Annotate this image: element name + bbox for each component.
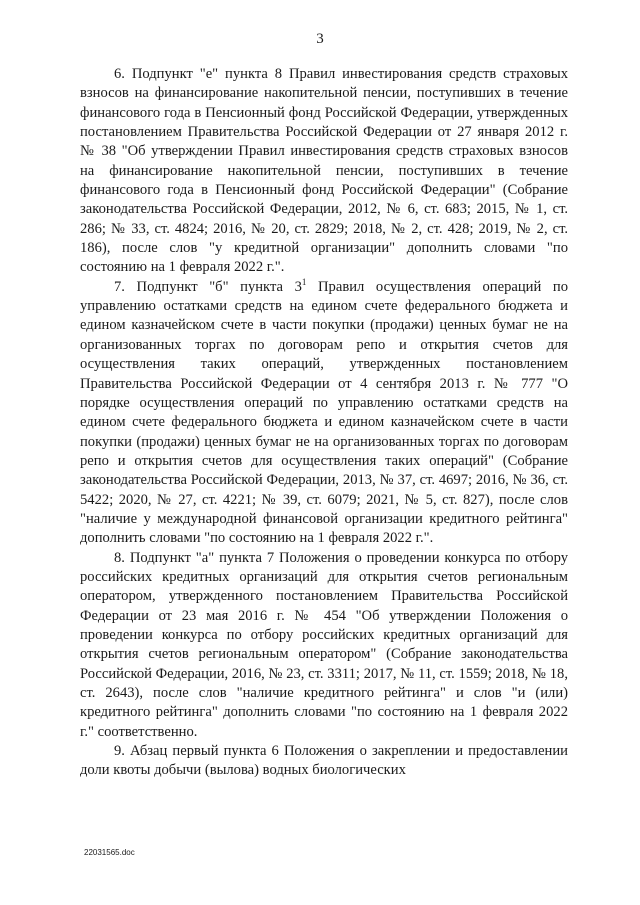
superscript: 1: [301, 276, 307, 287]
paragraph-7-start: 7. Подпункт "б" пункта 3: [114, 278, 302, 295]
file-name-footer: 22031565.doc: [84, 848, 135, 857]
paragraph-7: [80, 278, 568, 549]
paragraph-9: 9. Абзац первый пункта 6 Положения о закреплении и предоставлении доли квоты добычи (вылова) водных биологических: [80, 743, 568, 779]
paragraph-6: 6. Подпункт "е" пункта 8 Правил инвестирования средств страховых взносов на финансирование накопительной пенсии, поступивших в течение финансового года в Пенсионный фонд Российской Федерации, утвержденных постановлением Правительства Российской Федерации от 27 января 2012 г. № 38 "Об утверждении Правил инвестирования средств страховых взносов на финансирование накопительной пенсии, поступивших в течение финансового года в Пенсионный фонд Российской Федерации" (Собрание законодательства Российской Федерации, 2012, № 6, ст. 683; 2015, № 1, ст. 286; № 33, ст. 4824; 2016, № 20, ст. 2829; 2018, № 2, ст. 428; 2019, № 2, ст. 186), после слов "у кредитной организации" дополнить словами "по состоянию на 1 февраля 2022 г.".: [80, 66, 568, 276]
page-number: 3: [316, 31, 324, 47]
paragraph-8: 8. Подпункт "а" пункта 7 Положения о проведении конкурса по отбору российских кредитных организаций для открытия счетов региональным оператором, утвержденного постановлением Правительства Российской Федерации от 23 мая 2016 г. № 454 "Об утверждении Положения о проведении конкурса по отбору российских кредитных организаций для открытия счетов региональным оператором" (Собрание законодательства Российской Федерации, 2016, № 23, ст. 3311; 2017, № 11, ст. 1559; 2018, № 18, ст. 2643), после слов "наличие кредитного рейтинга" и слов "и (или) кредитного рейтинга" дополнить словами "по состоянию на 1 февраля 2022 г." соответственно.: [80, 549, 568, 740]
paragraph-7-rest: Правил осуществления операций по управлению остатками средств на едином счете федерального бюджета и едином казначейском счете в части покупки (продажи) ценных бумаг не на организованных торгах по договорам репо и открытия счетов для осуществления таких операций, утвержденных постановлением Правительства Российской Федерации от 4 сентября 2013 г. № 777 "О порядке осуществления операций по управлению остатками средств на едином счете федерального бюджета и едином казначейском счете в части покупки (продажи) ценных бумаг не на организованных торгах по договорам репо и открытия счетов для осуществления таких операций" (Собрание законодательства Российской Федерации, 2013, № 37, ст. 4697; 2016, № 36, ст. 5422; 2020, № 27, ст. 4221; № 39, ст. 6079; 2021, № 5, ст. 827), после слов "наличие у международной финансовой организации кредитного рейтинга" дополнить словами "по состоянию на 1 февраля 2022 г.".: [80, 278, 568, 547]
document-body: [80, 65, 568, 781]
